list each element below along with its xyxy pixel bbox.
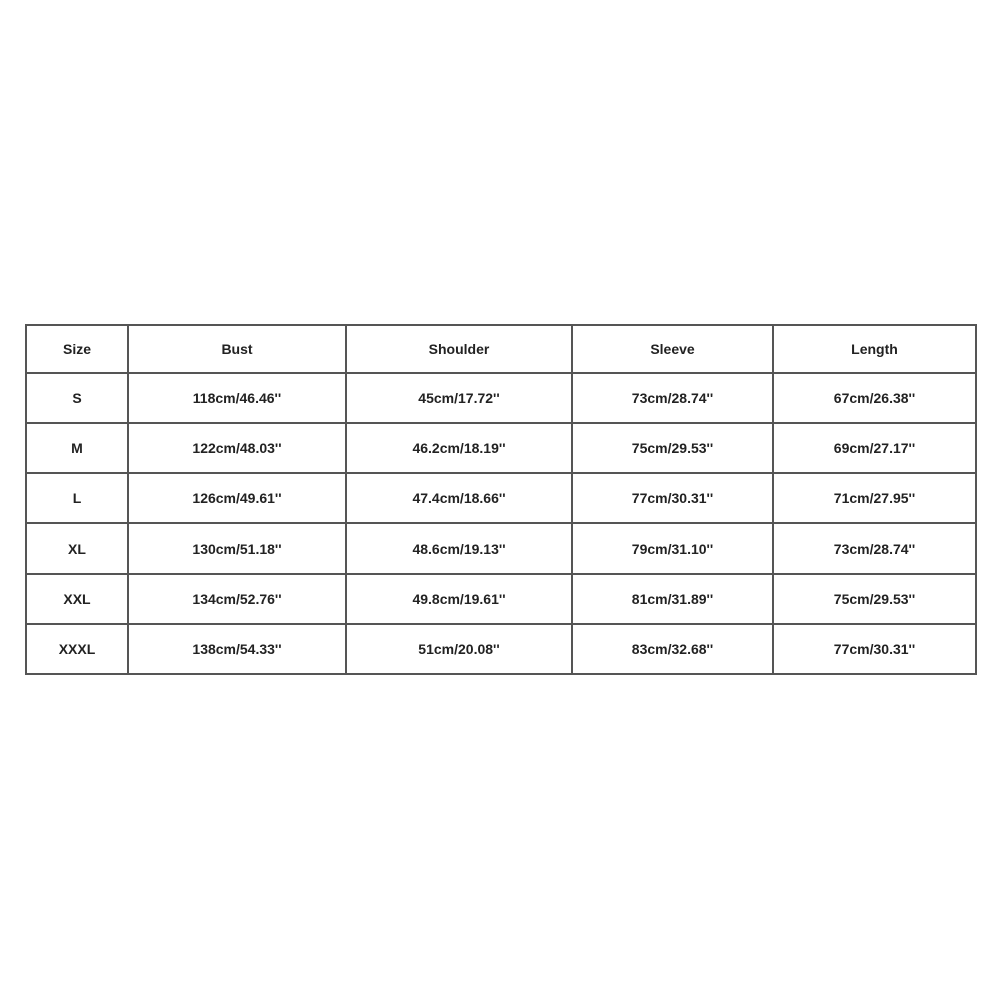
cell-bust: 122cm/48.03'' <box>128 423 346 473</box>
cell-size: L <box>26 473 128 523</box>
table-header-row <box>26 325 976 373</box>
header-bust: Bust <box>128 325 346 373</box>
cell-shoulder: 45cm/17.72'' <box>346 373 572 423</box>
cell-bust: 138cm/54.33'' <box>128 624 346 674</box>
table-row <box>26 624 976 674</box>
cell-size: XXL <box>26 574 128 624</box>
table-row <box>26 574 976 624</box>
cell-sleeve: 79cm/31.10'' <box>572 523 773 573</box>
cell-sleeve: 77cm/30.31'' <box>572 473 773 523</box>
size-chart-table <box>25 324 977 675</box>
cell-sleeve: 81cm/31.89'' <box>572 574 773 624</box>
table-row <box>26 423 976 473</box>
table-row <box>26 373 976 423</box>
cell-sleeve: 75cm/29.53'' <box>572 423 773 473</box>
header-size: Size <box>26 325 128 373</box>
cell-length: 69cm/27.17'' <box>773 423 976 473</box>
table-row <box>26 473 976 523</box>
cell-size: M <box>26 423 128 473</box>
cell-sleeve: 73cm/28.74'' <box>572 373 773 423</box>
cell-size: XXXL <box>26 624 128 674</box>
cell-sleeve: 83cm/32.68'' <box>572 624 773 674</box>
cell-bust: 130cm/51.18'' <box>128 523 346 573</box>
cell-shoulder: 51cm/20.08'' <box>346 624 572 674</box>
cell-size: XL <box>26 523 128 573</box>
cell-length: 71cm/27.95'' <box>773 473 976 523</box>
cell-shoulder: 46.2cm/18.19'' <box>346 423 572 473</box>
cell-length: 75cm/29.53'' <box>773 574 976 624</box>
cell-length: 77cm/30.31'' <box>773 624 976 674</box>
cell-size: S <box>26 373 128 423</box>
cell-shoulder: 47.4cm/18.66'' <box>346 473 572 523</box>
cell-shoulder: 48.6cm/19.13'' <box>346 523 572 573</box>
cell-shoulder: 49.8cm/19.61'' <box>346 574 572 624</box>
cell-length: 73cm/28.74'' <box>773 523 976 573</box>
header-length: Length <box>773 325 976 373</box>
cell-bust: 118cm/46.46'' <box>128 373 346 423</box>
header-shoulder: Shoulder <box>346 325 572 373</box>
cell-bust: 134cm/52.76'' <box>128 574 346 624</box>
header-sleeve: Sleeve <box>572 325 773 373</box>
table-row <box>26 523 976 573</box>
cell-length: 67cm/26.38'' <box>773 373 976 423</box>
cell-bust: 126cm/49.61'' <box>128 473 346 523</box>
